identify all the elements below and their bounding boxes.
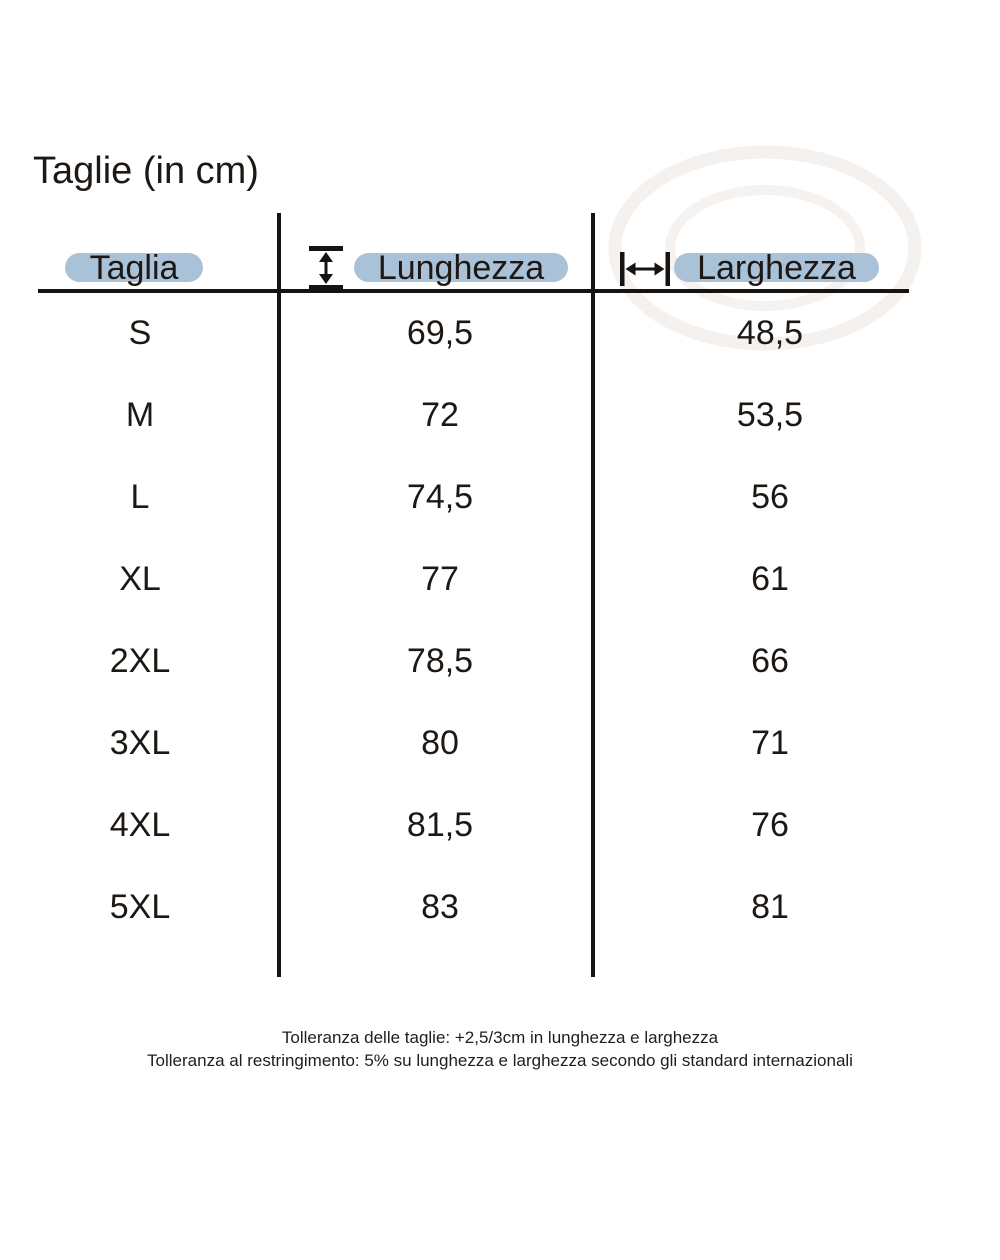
tolerance-line-1: Tolleranza delle taglie: +2,5/3cm in lunghezza e larghezza	[281, 1028, 719, 1047]
table-row	[0, 313, 940, 353]
horizontal-measure-icon	[620, 251, 670, 292]
tolerance-footnotes	[0, 1026, 1000, 1072]
table-row	[0, 887, 940, 927]
length-cell: 83	[421, 888, 459, 926]
table-row	[0, 805, 940, 845]
length-cell: 80	[421, 724, 459, 762]
size-cell: 2XL	[109, 642, 171, 680]
header-taglia-highlight	[65, 248, 203, 287]
table-row	[0, 723, 940, 763]
width-cell: 48,5	[736, 314, 804, 352]
header-underline	[38, 289, 909, 293]
length-cell: 81,5	[406, 806, 474, 844]
length-cell: 69,5	[406, 314, 474, 352]
width-cell: 56	[751, 478, 789, 516]
table-row	[0, 641, 940, 681]
width-cell: 71	[751, 724, 789, 762]
size-cell: XL	[119, 560, 161, 598]
table-row	[0, 559, 940, 599]
header-taglia-label: Taglia	[89, 248, 179, 287]
size-cell: 3XL	[109, 724, 171, 762]
width-cell: 76	[751, 806, 789, 844]
table-row	[0, 477, 940, 517]
header-lunghezza-label: Lunghezza	[377, 248, 545, 287]
size-cell: 5XL	[109, 888, 171, 926]
page-title: Taglie (in cm)	[33, 150, 259, 192]
length-cell: 74,5	[406, 478, 474, 516]
length-cell: 78,5	[406, 642, 474, 680]
size-cell: S	[128, 314, 152, 352]
vertical-measure-icon	[307, 246, 345, 295]
header-lunghezza-highlight	[354, 248, 568, 287]
header-larghezza-highlight	[674, 248, 879, 287]
size-cell: 4XL	[109, 806, 171, 844]
width-cell: 66	[751, 642, 789, 680]
size-cell: L	[130, 478, 150, 516]
table-row	[0, 395, 940, 435]
width-cell: 81	[751, 888, 789, 926]
width-cell: 53,5	[736, 396, 804, 434]
length-cell: 77	[421, 560, 459, 598]
size-cell: M	[125, 396, 155, 434]
tolerance-line-2: Tolleranza al restringimento: 5% su lunghezza e larghezza secondo gli standard internazionali	[147, 1051, 853, 1070]
length-cell: 72	[421, 396, 459, 434]
header-larghezza-label: Larghezza	[697, 248, 856, 287]
width-cell: 61	[751, 560, 789, 598]
